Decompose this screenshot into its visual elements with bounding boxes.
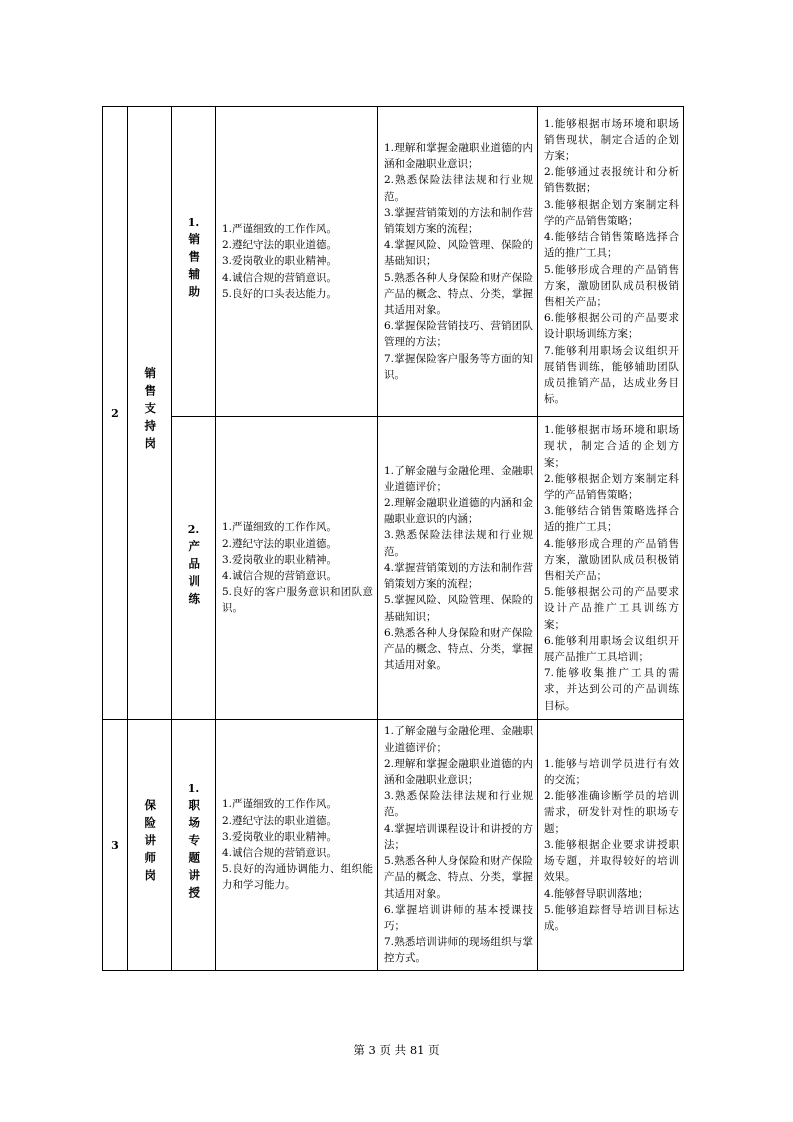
- table-row: [103, 107, 684, 417]
- task-name: 产品训练: [187, 539, 202, 610]
- quality-cell: [216, 417, 378, 720]
- skill-cell: [538, 417, 684, 720]
- table-row: [103, 417, 684, 720]
- task-cell: [172, 720, 216, 971]
- knowledge-cell: [378, 417, 538, 720]
- knowledge-text: 1.了解金融与金融伦理、金融职业道德评价； 2.理解金融职业道德的内涵和金融职业意识的内涵； 3.熟悉保险法律法规和行业规范。 4.掌握营销策划的方法和制作营销策划方案的流程； 5.掌握风险、风险管理、保险的基础知识； 6.熟悉各种人身保险和财产保险产品的概念、特点、分类，掌握其适用对象。: [384, 464, 533, 672]
- quality-cell: [216, 107, 378, 417]
- post-name-cell: [128, 720, 172, 971]
- task-number: 2.: [187, 522, 200, 536]
- quality-text: 1.严谨细致的工作作风。 2.遵纪守法的职业道德。 3.爱岗敬业的职业精神。 4.诚信合规的营销意识。 5.良好的客户服务意识和团队意识。: [222, 521, 373, 615]
- knowledge-cell: [378, 720, 538, 971]
- quality-cell: [216, 720, 378, 971]
- task-number: 1.: [187, 782, 200, 795]
- skill-cell: [538, 720, 684, 971]
- skill-text: 1.能够根据市场环境和职场销售现状，制定合适的企划方案； 2.能够通过表报统计和分析销售数据； 3.能够根据企划方案制定科学的产品销售策略； 4.能够结合销售策略选择合适的推广工具； 5.能够形成合理的产品销售方案，激励团队成员积极销售相关产品； 6.能够根据公司的产品要求设计职场训练方案； 7.能够利用职场会议组织开展销售训练，能够辅助团队成员推销产品，达成业务目标。: [544, 117, 679, 406]
- row-number: 2: [103, 107, 128, 720]
- post-name: 保险讲师岗: [143, 799, 158, 887]
- page-footer: 第 3 页 共 81 页: [353, 1043, 440, 1057]
- skill-text: 1.能够根据市场环境和职场现状，制定合适的企划方案； 2.能够根据企划方案制定科学的产品销售策略； 3.能够结合销售策略选择合适的推广工具； 4.能够形成合理的产品销售方案，激励团队成员积极销售相关产品； 5.能够根据公司的产品要求设计产品推广工具训练方案； 6.能够利用职场会议组织开展产品推广工具培训； 7.能够收集推广工具的需求，并达到公司的产品训练目标。: [544, 424, 679, 712]
- knowledge-cell: [378, 107, 538, 417]
- post-name-cell: [128, 107, 172, 720]
- competency-table: [102, 106, 684, 971]
- quality-text: 1.严谨细致的工作作风。 2.遵纪守法的职业道德。 3.爱岗敬业的职业精神。 4.诚信合规的营销意识。 5.良好的沟通协调能力、组织能力和学习能力。: [222, 798, 373, 892]
- table-row: [103, 720, 684, 971]
- task-name: 销售辅助: [187, 233, 202, 303]
- task-cell: [172, 417, 216, 720]
- skill-cell: [538, 107, 684, 417]
- task-name: 职场专题讲授: [187, 799, 202, 904]
- post-name: 销售支持岗: [143, 367, 158, 455]
- knowledge-text: 1.了解金融与金融伦理、金融职业道德评价； 2.理解和掌握金融职业道德的内涵和金融职业意识； 3.熟悉保险法律法规和行业规范。 4.掌握培训课程设计和讲授的方法； 5.熟悉各种人身保险和财产保险产品的概念、特点、分类，掌握其适用对象。 6.掌握培训讲师的基本授课技巧； 7.熟悉培训讲师的现场组织与掌控方式。: [384, 725, 533, 965]
- task-cell: [172, 107, 216, 417]
- task-number: 1.: [187, 216, 200, 229]
- row-number: 3: [103, 720, 128, 971]
- knowledge-text: 1.理解和掌握金融职业道德的内涵和金融职业意识； 2.熟悉保险法律法规和行业规范。 3.掌握营销策划的方法和制作营销策划方案的流程； 4.掌握风险、风险管理、保险的基础知识； 5.熟悉各种人身保险和财产保险产品的概念、特点、分类，掌握其适用对象。 6.掌握保险营销技巧、营销团队管理的方法； 7.掌握保险客户服务等方面的知识。: [384, 141, 533, 381]
- skill-text: 1.能够与培训学员进行有效的交流； 2.能够准确诊断学员的培训需求，研发针对性的职场专题； 3.能够根据企业要求讲授职场专题，并取得较好的培训效果。 4.能够督导职训落地； 5.能够追踪督导培训目标达成。: [544, 757, 679, 932]
- quality-text: 1.严谨细致的工作作风。 2.遵纪守法的职业道德。 3.爱岗敬业的职业精神。 4.诚信合规的营销意识。 5.良好的口头表达能力。: [222, 222, 338, 300]
